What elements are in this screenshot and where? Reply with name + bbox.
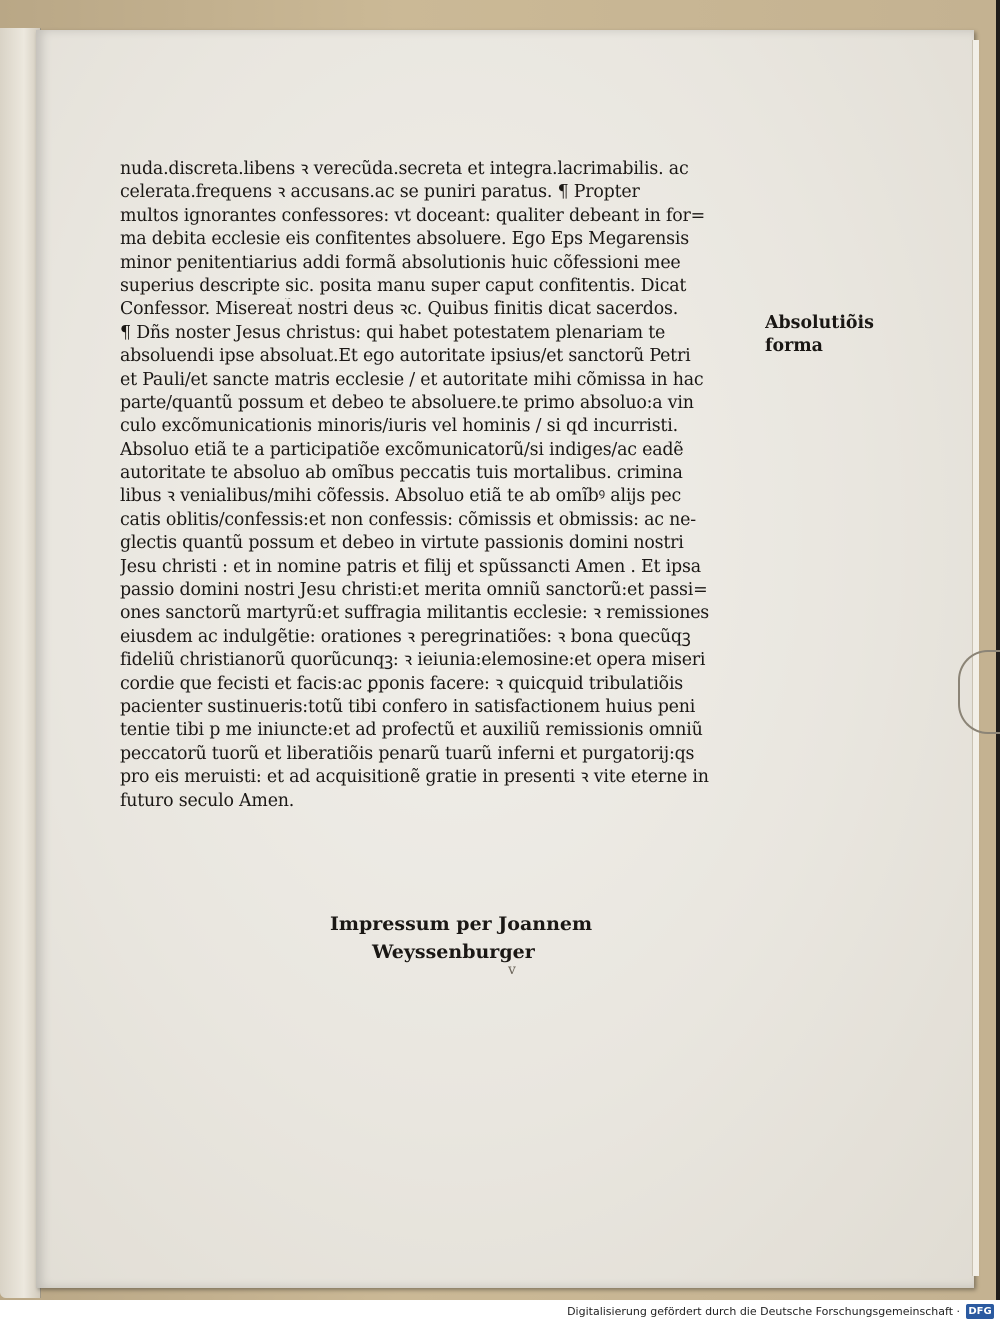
text-line: pro eis meruisti: et ad acquisitionẽ gratie in presenti ꝛ vite eterne in [120, 767, 709, 788]
marginal-note-line: forma [765, 336, 823, 357]
text-line: glectis quantũ possum et debeo in virtute passionis domini nostri [120, 533, 684, 554]
text-line: Confessor. Misereat̃ nostri deus ꝛc. Quibus finitis dicat sacerdos. [120, 299, 679, 320]
dfg-logo: DFG [966, 1304, 994, 1319]
text-line: multos ignorantes confessores: vt doceant: qualiter debeant in for= [120, 205, 705, 226]
text-line: tentie tibi p me iniuncte:et ad profectũ et auxiliũ remissionis omniũ [120, 720, 703, 741]
colophon-line: Weyssenburger [372, 941, 535, 963]
text-line: libus ꝛ venialibus/mihi cõfessis. Absoluo etiã te ab omĩbꝰ alijs pec [120, 486, 681, 507]
text-line: peccatorũ tuorũ et liberatiõis penarũ tuarũ inferni et purgatorij:qs [120, 743, 695, 764]
book-cover-left [0, 28, 41, 1298]
marginal-note-line: Absolutiõis [765, 313, 874, 333]
text-line: parte/quantũ possum et debeo te absoluere.te primo absoluo:a vin [120, 392, 694, 413]
text-line: pacienter sustinueris:totũ tibi confero in satisfactionem huius peni [120, 696, 696, 717]
funding-credit: Digitalisierung gefördert durch die Deutsche Forschungsgemeinschaft · [567, 1305, 960, 1318]
colophon [330, 910, 592, 966]
text-line: culo excõmunicationis minoris/iuris vel hominis / si qd incurristi. [120, 416, 678, 437]
page-clip [958, 650, 1000, 734]
text-line: et Pauli/et sancte matris ecclesie / et autoritate mihi cõmissa in hac [120, 369, 704, 390]
text-line: Jesu christi : et in nomine patris et filij et spũssancti Amen . Et ipsa [120, 556, 701, 577]
text-line: ma debita ecclesie eis confitentes absoluere. Ego Eps Megarensis [120, 229, 689, 250]
text-line: futuro seculo Amen. [120, 790, 295, 811]
text-line: autoritate te absoluo ab omĩbus peccatis tuis mortalibus. crimina [120, 463, 683, 484]
body-text [120, 158, 770, 813]
handwritten-mark: v [508, 962, 516, 978]
colophon-line: Impressum per Joannem [330, 913, 593, 935]
text-line: Absoluo etiã te a participatiõe excõmunicatorũ/si indiges/ac eadẽ [120, 439, 684, 460]
text-line: cordie que fecisti et facis:ac ꝑponis facere: ꝛ quicquid tribulatiõis [120, 673, 684, 694]
text-line: ones sanctorũ martyrũ:et suffragia militantis ecclesie: ꝛ remissiones [120, 603, 710, 624]
text-line: minor penitentiarius addi formã absolutionis huic cõfessioni mee [120, 252, 681, 273]
text-line: catis oblitis/confessis:et non confessis: cõmissis et obmissis: ac ne- [120, 509, 696, 530]
marginal-note [765, 312, 895, 359]
text-line: fideliũ christianorũ quorũcunqꝫ: ꝛ ieiunia:elemosine:et opera miseri [120, 650, 706, 671]
text-line: passio domini nostri Jesu christi:et merita omniũ sanctorũ:et passi= [120, 580, 708, 601]
footer-bar [0, 1300, 1000, 1324]
text-line: ¶ Dñs noster Jesus christus: qui habet potestatem plenariam te [120, 322, 666, 343]
text-line: eiusdem ac indulgẽtie: orationes ꝛ peregrinatiões: ꝛ bona quecũqꝫ [120, 626, 691, 647]
text-line: absoluendi ipse absoluat.Et ego autoritate ipsius/et sanctorũ Petri [120, 346, 691, 367]
text-line: nuda.discreta.libens ꝛ verecũda.secreta et integra.lacrimabilis. ac [120, 159, 689, 179]
text-line: celerata.frequens ꝛ accusans.ac se puniri paratus. ¶ Propter [120, 182, 640, 203]
text-line: superius descripte sic. posita manu super caput confitentis. Dicat [120, 275, 687, 296]
